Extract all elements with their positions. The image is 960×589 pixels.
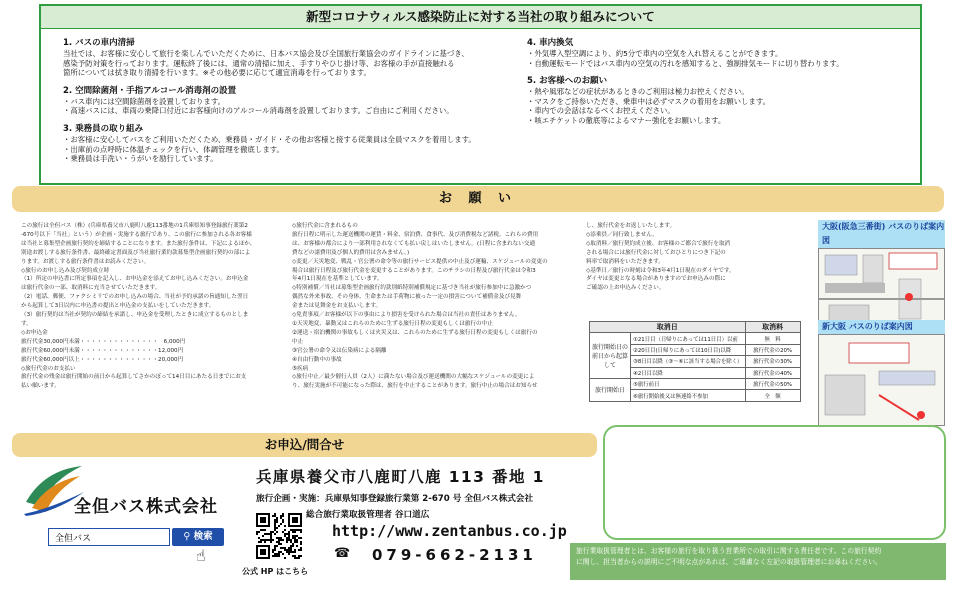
corona-right-column bbox=[527, 38, 917, 134]
terms-line: ③官公署の命令又は伝染病による隔離 bbox=[292, 347, 387, 354]
cancel-header-fee: 取消料 bbox=[745, 322, 800, 333]
cancel-group1-label: 旅行開始日の前日から起算して bbox=[590, 333, 631, 379]
corona-left-column bbox=[63, 38, 503, 172]
terms-line: 旅行代金30,000円未満・・・・・・・・・・・・・・ 6,000円 bbox=[21, 338, 186, 345]
terms-line: 旅行代金60,000円以上・・・・・・・・・・・・・・20,000円 bbox=[21, 356, 184, 363]
terms-line: は当社と募集型企画旅行契約を締結することになります。また旅行条件は、下記によるほか、 bbox=[21, 240, 256, 247]
search-button-label: 検索 bbox=[193, 531, 213, 542]
search-button[interactable] bbox=[172, 528, 224, 546]
cancel-row-day: ②20日目(日帰りにあっては10日目)以降 bbox=[631, 344, 746, 355]
search-icon: ⚲ bbox=[183, 531, 191, 542]
terms-line: 旅行日程に明示した運送機関の運賃・料金、宿泊費、食事代、及び消費税など諸税。これらの費用 bbox=[292, 231, 539, 238]
cancel-group2-label: 旅行開始日 bbox=[590, 378, 631, 401]
corona-section-line: 感染予防対策を行っております。運転終了後には、通常の清掃に加え、手すりやひじ掛け等、お客様の手が直接触れる bbox=[63, 58, 455, 68]
manager-note-line: 旅行業取扱管理者とは、お客様の旅行を取り扱う営業所での取引に関する責任者です。この旅行契約 bbox=[576, 547, 882, 555]
terms-line: （3）旅行契約は当社が契約の締結を承諾し、申込金を受理したときに成立するものとしま bbox=[21, 312, 249, 319]
corona-section bbox=[63, 86, 503, 116]
phone-number: 079-662-2131 bbox=[372, 546, 537, 564]
map-shinosaka-image bbox=[818, 334, 945, 426]
corona-section bbox=[63, 124, 503, 164]
onegai-heading: お 願 い bbox=[12, 186, 944, 212]
map-shinosaka bbox=[818, 320, 945, 426]
terms-line: ◇変更／天災地変、戦乱・官公署の命令等の旅行サービス提供の中止及び運輸、スケジュールの変更の bbox=[292, 258, 548, 265]
map-osaka-title: 大阪(阪急三番街) バスのりば案内図 bbox=[818, 220, 945, 248]
company-name: 全但バス株式会社 bbox=[74, 497, 218, 517]
terms-line: ①天災地変、暴動又はこれらのために生ずる旅行日程の変更もしくは旅行の中止 bbox=[292, 320, 493, 327]
terms-line: （2）電話、郵便、ファクシミリでのお申し込みの場合、当社が予約承諾の旨通知した翌日 bbox=[21, 294, 249, 301]
cancel-row-day: ④2日目以降 bbox=[631, 367, 746, 378]
terms-line: -670号以下「当社」という）が企画・実施する旅行であり、この旅行に参加される各お客様 bbox=[21, 231, 252, 238]
terms-line: ②運送・宿泊機関の事故もしくは火災又は、これらのために生ずる旅行日程の変更もしくは旅行の bbox=[292, 329, 538, 336]
corona-section-line: ・咳エチケットの徹底等によるマナー強化をお願いします。 bbox=[527, 115, 726, 125]
terms-line: ダイヤは変更となる場合がありますのでお申込みの際に bbox=[586, 276, 726, 283]
terms-line: この旅行は全但バス（株）(兵庫県養父市八鹿町八鹿113番地の1兵庫県知事登録旅行業第2 bbox=[21, 223, 248, 229]
corona-section-line: ・高速バスには、車両の乗降口付近にお客様向けのアルコール消毒剤を設置しております。ご自由にご利用ください。 bbox=[63, 106, 454, 116]
website-link[interactable]: http://www.zentanbus.co.jp bbox=[332, 522, 567, 540]
terms-column-3 bbox=[586, 222, 806, 293]
moushikomi-heading: お申込/問合せ bbox=[12, 433, 597, 457]
terms-line: 偶然な外来事故、その身体、生命または手荷物に被った一定の損害について補償金及び見舞 bbox=[292, 294, 522, 301]
terms-line: ◇免責事項／お客様が以下の事由により損害を受けられた場合は当社の責任はありません。 bbox=[292, 312, 521, 319]
cancel-header-day: 取消日 bbox=[590, 322, 746, 333]
terms-line: 料率で取消料をいただきます。 bbox=[586, 258, 664, 265]
cancel-row-day: ⑥旅行開始後又は無連絡不参加 bbox=[631, 390, 746, 401]
cancel-row-day: ①21日目（日帰りにあっては11日目）以前 bbox=[631, 333, 746, 344]
cancel-row-fee: 旅行代金の40% bbox=[745, 367, 800, 378]
terms-line: 旅行代金の残金は旅行開始の前日から起算してさかのぼって14日目にあたる日までにお支 bbox=[21, 374, 247, 381]
terms-column-2 bbox=[292, 222, 580, 391]
terms-line: ご確認の上お申込みください。 bbox=[586, 285, 665, 292]
cancel-row-fee: 旅行代金の50% bbox=[745, 378, 800, 389]
corona-section-title: 2. 空間除菌剤・手指アルコール消毒剤の設置 bbox=[63, 85, 237, 96]
corona-title: 新型コロナウィルス感染防止に対する当社の取り組みについて bbox=[41, 6, 920, 29]
corona-section-line: 箇所については拭き取り清掃を行います。※その他必要に応じて適宜消毒を行っております。 bbox=[63, 68, 371, 78]
blank-green-box bbox=[603, 425, 946, 540]
corona-section-line: ・熱や風邪などの症状があるときのご利用は極力お控えください。 bbox=[527, 87, 749, 97]
cancel-row-day: ③8日目以降（③～⑥に該当する場合を除く） bbox=[631, 356, 746, 367]
terms-line: ⑤疾病 bbox=[292, 365, 309, 372]
terms-line: ◇旅行代金に含まれるもの bbox=[292, 223, 358, 229]
terms-line: り、旅行実施が不可能になった際は、旅行を中止することがあります。旅行中止の場合はお知らせ bbox=[292, 383, 538, 390]
corona-section-title: 4. 車内換気 bbox=[527, 38, 574, 48]
qr-code[interactable] bbox=[256, 513, 302, 559]
terms-line: ◇旅行代金のお支払い bbox=[21, 365, 76, 372]
terms-line: ◇基準日／旅行の時刻は令和3年4月1日現在のダイヤです。 bbox=[586, 267, 735, 274]
terms-line: （1）所定の申込書に所定事項を記入し、お申込金を添えてお申し込みください。お申込金 bbox=[21, 276, 249, 283]
corona-section-line: ・バス車内には空間除菌剤を設置しております。 bbox=[63, 96, 226, 106]
map-osaka bbox=[818, 220, 945, 332]
phone-icon: ☎ bbox=[334, 546, 351, 561]
terms-line: し、旅行代金をお返しいたします。 bbox=[586, 223, 676, 229]
corona-section-line: ・乗務員は手洗い・うがいを励行しています。 bbox=[63, 154, 218, 164]
pointer-hand-icon: ☝ bbox=[196, 546, 206, 565]
manager-line: 総合旅行業取扱管理者 谷口道広 bbox=[306, 510, 430, 520]
terms-line: ④自由行動中の事故 bbox=[292, 356, 342, 363]
terms-line: ◇お申込金 bbox=[21, 329, 48, 336]
terms-line: 年4月1日現在を基準としています。 bbox=[292, 276, 383, 283]
cancel-fee-table bbox=[589, 321, 801, 402]
terms-line: 金または見舞金をお支払いします。 bbox=[292, 303, 382, 310]
terms-column-1 bbox=[21, 222, 287, 391]
terms-line: 費などの諸費用及び個人的費用は含みません。) bbox=[292, 249, 410, 256]
terms-line: 別途お渡しする旅行条件書、最終確定書面及び当社旅行業約款募集型企画旅行契約の部によ bbox=[21, 249, 251, 256]
terms-line: 中止 bbox=[292, 338, 304, 345]
terms-line: 旅行代金60,000円未満・・・・・・・・・・・・・・12,000円 bbox=[21, 347, 184, 354]
terms-line: ります。お渡しする旅行条件書はお読みください。 bbox=[21, 258, 150, 265]
corona-section-line: ・マスクをご持参いただき、乗車中は必ずマスクの着用をお願いします。 bbox=[527, 96, 771, 106]
corona-section-title: 5. お客様へのお願い bbox=[527, 76, 608, 87]
terms-line: ◇添乗員／同行致しません。 bbox=[586, 231, 658, 238]
corona-section-title: 1. バスの車内清掃 bbox=[63, 38, 135, 48]
manager-note bbox=[570, 543, 946, 580]
cancel-row-fee: 無 料 bbox=[745, 333, 800, 344]
terms-line: ◇特別補償／当社は募集型企画旅行約款別紙特別補償規定に基づき当社が旅行参加中に急激かつ bbox=[292, 285, 532, 292]
terms-line: す。 bbox=[21, 320, 32, 327]
search-input[interactable] bbox=[48, 528, 170, 546]
cancel-fee-table-wrap bbox=[589, 321, 801, 402]
map-shinosaka-title: 新大阪 バスのりば案内図 bbox=[818, 320, 945, 334]
terms-line: 払い願います。 bbox=[21, 383, 60, 390]
terms-line: は旅行代金の一部、取消料に充当させていただきます。 bbox=[21, 285, 161, 292]
terms-line: ◇取消料／旅行契約成立後、お客様のご都合で旅行を取消 bbox=[586, 240, 731, 247]
qr-caption: 公式 HP はこちら bbox=[242, 567, 309, 576]
cancel-row-fee: 全 額 bbox=[745, 390, 800, 401]
terms-line: ◇旅行中止／最少催行人員（2人）に満たない場合及び運送機関の大幅なスケジュールの変更によ bbox=[292, 374, 535, 381]
registration-line: 旅行企画・実施：兵庫県知事登録旅行業第 2-670 号 全但バス株式会社 bbox=[256, 494, 534, 504]
terms-line: 場合は旅行日程及び旅行代金を変更することがあります。このチラシの日程及び旅行代金は令和3 bbox=[292, 267, 536, 274]
cancel-row-fee: 旅行代金の20% bbox=[745, 344, 800, 355]
terms-line: ◇旅行のお申し込み及び契約成立時 bbox=[21, 267, 110, 274]
corona-section-line: ・外気導入型空調により、約5分で車内の空気を入れ替えることができます。 bbox=[527, 49, 783, 58]
manager-note-line: に関し、担当者からの説明にご不明な点があれば、ご遠慮なく左記の取扱管理者にお尋ねください。 bbox=[576, 558, 882, 566]
corona-section-title: 3. 乗務員の取り組み bbox=[63, 123, 144, 134]
corona-section-line: ・出庫前の点呼時に体温チェックを行い、体調管理を徹底します。 bbox=[63, 144, 284, 154]
cancel-row-fee: 旅行代金の30% bbox=[745, 356, 800, 367]
corona-section-line: ・自動運転モードではバス車内の空気の汚れを感知すると、強制排気モードに切り替わります。 bbox=[527, 58, 844, 68]
corona-section-line: ・車内での会話はなるべくお控えください。 bbox=[527, 106, 675, 116]
cancel-row-day: ⑤旅行前日 bbox=[631, 378, 746, 389]
terms-line: される場合には旅行代金に対しておひとりにつき下記の bbox=[586, 249, 726, 256]
corona-section-line: 当社では、お客様に安心して旅行を楽しんでいただくために、日本バス協会及び全国旅行業協会のガイドラインに基づき、 bbox=[63, 49, 469, 58]
corona-section bbox=[527, 38, 917, 68]
corona-notice-box bbox=[39, 4, 922, 185]
corona-section bbox=[527, 76, 917, 125]
company-address: 兵庫県養父市八鹿町八鹿 113 番地 1 bbox=[256, 468, 545, 486]
terms-line: は、お客様の都合により一部利用されなくても払い戻しはいたしません。(日程に含まれない交通 bbox=[292, 240, 536, 247]
corona-section-line: ・お客様に安心してバスをご利用いただくため、乗務員・ガイド・その他お客様と接する従業員は全員マスクを着用します。 bbox=[63, 134, 476, 144]
corona-section bbox=[63, 38, 503, 78]
terms-line: から起算して3日以内に申込書の提出と申込金の支払いをしていただきます。 bbox=[21, 303, 215, 310]
